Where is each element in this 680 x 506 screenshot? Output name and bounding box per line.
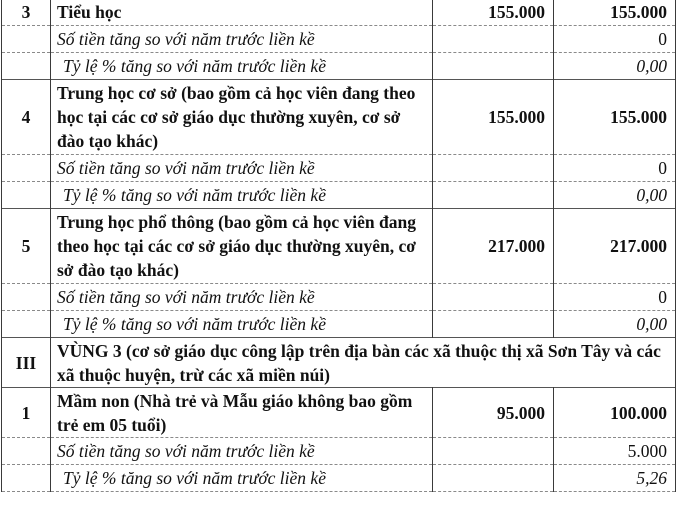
table-row xyxy=(2,80,676,155)
table-row xyxy=(2,438,676,465)
increase-percent: 0,00 xyxy=(554,53,676,80)
row-index xyxy=(2,438,51,465)
previous-year-value xyxy=(433,284,554,311)
current-year-value: 155.000 xyxy=(554,0,676,26)
row-index: 1 xyxy=(2,388,51,438)
previous-year-value xyxy=(433,311,554,338)
row-index xyxy=(2,311,51,338)
row-label: Số tiền tăng so với năm trước liền kề xyxy=(51,284,433,311)
row-label: Trung học phổ thông (bao gồm cả học viên đang theo học tại các cơ sở giáo dục thường xuyên, cơ sở đào tạo khác) xyxy=(51,209,433,284)
previous-year-value xyxy=(433,182,554,209)
previous-year-value: 95.000 xyxy=(433,388,554,438)
row-index xyxy=(2,284,51,311)
table-row xyxy=(2,465,676,492)
section-row xyxy=(2,338,676,388)
table-row xyxy=(2,155,676,182)
row-label: Trung học cơ sở (bao gồm cả học viên đang theo học tại các cơ sở giáo dục thường xuyên, cơ sở đào tạo khác) xyxy=(51,80,433,155)
row-label: Tỷ lệ % tăng so với năm trước liền kề xyxy=(51,53,433,80)
row-index: 4 xyxy=(2,80,51,155)
section-index: III xyxy=(2,338,51,388)
previous-year-value xyxy=(433,155,554,182)
increase-amount: 5.000 xyxy=(554,438,676,465)
row-label: Mầm non (Nhà trẻ và Mẫu giáo không bao gồm trẻ em 05 tuổi) xyxy=(51,388,433,438)
row-index: 5 xyxy=(2,209,51,284)
table-row xyxy=(2,284,676,311)
table-row xyxy=(2,209,676,284)
previous-year-value: 217.000 xyxy=(433,209,554,284)
current-year-value: 100.000 xyxy=(554,388,676,438)
previous-year-value: 155.000 xyxy=(433,80,554,155)
table-row xyxy=(2,388,676,438)
tuition-fee-table xyxy=(1,0,676,492)
table-row xyxy=(2,53,676,80)
row-label: Tiểu học xyxy=(51,0,433,26)
row-index: 3 xyxy=(2,0,51,26)
previous-year-value xyxy=(433,53,554,80)
previous-year-value xyxy=(433,438,554,465)
table-row xyxy=(2,311,676,338)
increase-amount: 0 xyxy=(554,155,676,182)
current-year-value: 155.000 xyxy=(554,80,676,155)
row-label: Số tiền tăng so với năm trước liền kề xyxy=(51,155,433,182)
row-index xyxy=(2,465,51,492)
row-label: Số tiền tăng so với năm trước liền kề xyxy=(51,26,433,53)
increase-percent: 5,26 xyxy=(554,465,676,492)
increase-amount: 0 xyxy=(554,26,676,53)
increase-amount: 0 xyxy=(554,284,676,311)
previous-year-value xyxy=(433,465,554,492)
increase-percent: 0,00 xyxy=(554,311,676,338)
row-index xyxy=(2,26,51,53)
previous-year-value: 155.000 xyxy=(433,0,554,26)
row-index xyxy=(2,53,51,80)
row-label: Tỷ lệ % tăng so với năm trước liền kề xyxy=(51,182,433,209)
previous-year-value xyxy=(433,26,554,53)
row-index xyxy=(2,182,51,209)
section-title: VÙNG 3 (cơ sở giáo dục công lập trên địa bàn các xã thuộc thị xã Sơn Tây và các xã thuộc huyện, trừ các xã miền núi) xyxy=(51,338,676,388)
table-row xyxy=(2,182,676,209)
row-index xyxy=(2,155,51,182)
row-label: Số tiền tăng so với năm trước liền kề xyxy=(51,438,433,465)
table-row xyxy=(2,26,676,53)
table-row xyxy=(2,0,676,26)
increase-percent: 0,00 xyxy=(554,182,676,209)
row-label: Tỷ lệ % tăng so với năm trước liền kề xyxy=(51,311,433,338)
current-year-value: 217.000 xyxy=(554,209,676,284)
row-label: Tỷ lệ % tăng so với năm trước liền kề xyxy=(51,465,433,492)
